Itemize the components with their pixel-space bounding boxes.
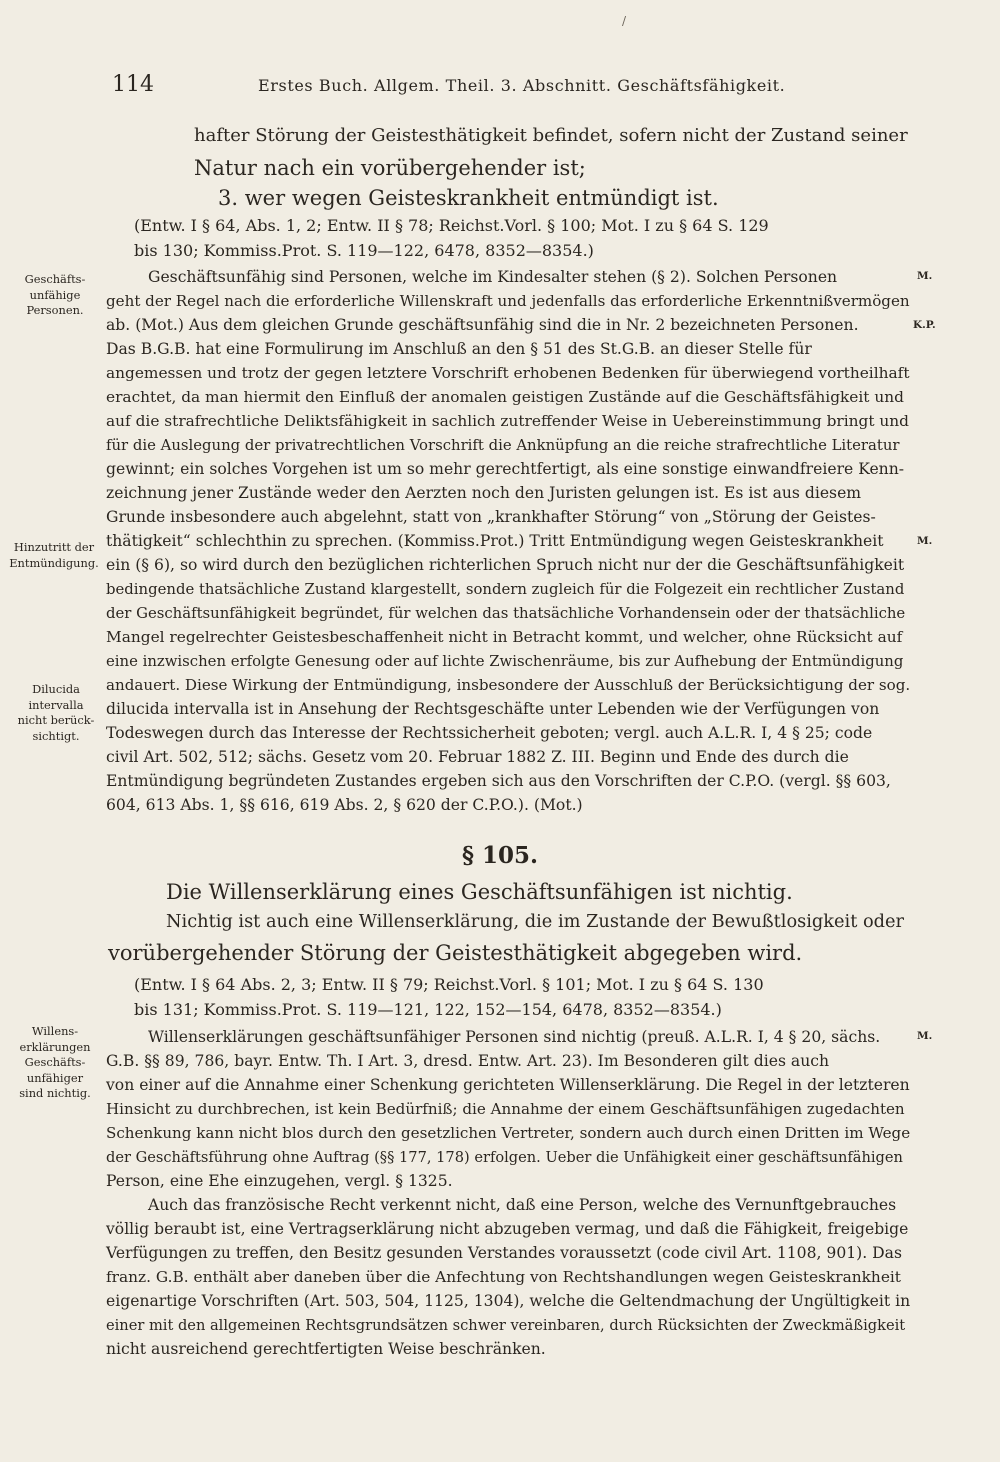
margin-note-line: sichtigt. [32, 728, 80, 743]
commentary-line: civil Art. 502, 512; sächs. Gesetz vom 20. Februar 1882 Z. III. Beginn und Ende des durch die [106, 748, 849, 766]
margin-note-line: unfähige [29, 287, 81, 302]
reference-line: bis 130; Kommiss.Prot. S. 119—122, 6478, 8352—8354.) [134, 241, 594, 260]
margin-note-line: intervalla [28, 697, 84, 712]
commentary-line: angemessen und trotz der gegen letztere Vorschrift erhobenen Bedenken für überwiegend vortheilhaft [106, 364, 910, 382]
commentary-line: der Geschäftsführung ohne Auftrag (§§ 177, 178) erfolgen. Ueber die Unfähigkeit einer geschäftsunfähigen [106, 1149, 903, 1166]
commentary-line: geht der Regel nach die erforderliche Willenskraft und jedenfalls das erforderliche Erkenntnißvermögen [106, 292, 910, 310]
source-mark: M. [917, 1030, 933, 1042]
commentary-line: Hinsicht zu durchbrechen, ist kein Bedürfniß; die Annahme der einem Geschäftsunfähigen zugedachten [106, 1100, 905, 1118]
running-title: Erstes Buch. Allgem. Theil. 3. Abschnitt. Geschäftsfähigkeit. [258, 76, 786, 95]
commentary-line: bedingende thatsächliche Zustand klargestellt, sondern zugleich für die Folgezeit ein rechtlicher Zustand [106, 580, 905, 598]
commentary-line: ein (§ 6), so wird durch den bezüglichen richterlichen Spruch nicht nur der die Geschäftsunfähigkeit [106, 556, 905, 574]
commentary-line: gewinnt; ein solches Vorgehen ist um so mehr gerechtfertigt, als eine sonstige einwandfreiere Kenn- [106, 460, 905, 478]
margin-note-line: nicht berück- [17, 713, 95, 727]
reference-line: (Entw. I § 64, Abs. 1, 2; Entw. II § 78; Reichst.Vorl. § 100; Mot. I zu § 64 S. 129 [134, 216, 769, 235]
section-heading: § 105. [461, 842, 539, 869]
source-mark: M. [917, 535, 933, 547]
commentary-line: erachtet, da man hiermit den Einfluß der anomalen geistigen Zustände auf die Geschäftsfähigkeit und [106, 388, 904, 406]
margin-note-line: sind nichtig. [19, 1086, 91, 1100]
commentary-line: auf die strafrechtliche Deliktsfähigkeit in sachlich zutreffender Weise in Uebereinstimmung bringt und [106, 412, 909, 430]
commentary-line: eine inzwischen erfolgte Genesung oder auf lichte Zwischenräume, bis zur Aufhebung der Entmündigung [106, 652, 904, 670]
commentary-line: Person, eine Ehe einzugehen, vergl. § 1325. [106, 1172, 453, 1190]
commentary-line: Verfügungen zu treffen, den Besitz gesunden Verstandes voraussetzt (code civil Art. 1108, 901). Das [106, 1244, 902, 1262]
margin-note-dilucida [14, 682, 98, 744]
commentary-line: Schenkung kann nicht blos durch den gesetzlichen Vertreter, sondern auch durch einen Dritten im Wege [106, 1124, 911, 1142]
margin-note-line: Willens- [31, 1024, 79, 1038]
commentary-line: thätigkeit“ schlechthin zu sprechen. (Kommiss.Prot.) Tritt Entmündigung wegen Geisteskrankheit [106, 532, 884, 550]
margin-note-line: erklärungen [19, 1039, 91, 1054]
margin-note-line: unfähiger [26, 1070, 84, 1085]
statute-line: 3. wer wegen Geisteskrankheit entmündigt ist. [218, 186, 719, 210]
commentary-line: ab. (Mot.) Aus dem gleichen Grunde geschäftsunfähig sind die in Nr. 2 bezeichneten Personen. [106, 316, 859, 334]
commentary-line: 604, 613 Abs. 1, §§ 616, 619 Abs. 2, § 620 der C.P.O.). (Mot.) [106, 796, 583, 814]
commentary-line: Das B.G.B. hat eine Formulirung im Anschluß an den § 51 des St.G.B. an dieser Stelle für [106, 340, 812, 358]
statute-line: Nichtig ist auch eine Willenserklärung, die im Zustande der Bewußtlosigkeit oder [166, 912, 905, 932]
statute-line: hafter Störung der Geistesthätigkeit befindet, sofern nicht der Zustand seiner [194, 125, 908, 146]
page-number: 114 [112, 72, 154, 97]
margin-note-line: Personen. [26, 303, 84, 317]
margin-note-hinzutritt [4, 540, 104, 571]
commentary-line: Auch das französische Recht verkennt nicht, daß eine Person, welche des Vernunftgebrauches [148, 1196, 897, 1214]
source-mark: M. [917, 270, 933, 282]
commentary-line: Willenserklärungen geschäftsunfähiger Personen sind nichtig (preuß. A.L.R. I, 4 § 20, sächs. [148, 1028, 881, 1046]
commentary-line: Grunde insbesondere auch abgelehnt, statt von „krankhafter Störung“ von „Störung der Geistes- [106, 508, 876, 526]
commentary-line: Mangel regelrechter Geistesbeschaffenheit nicht in Betracht kommt, und welcher, ohne Rücksicht auf [106, 628, 903, 646]
margin-note-line: Entmündigung. [9, 555, 99, 570]
stray-ink-mark: / [622, 14, 627, 28]
commentary-line: Entmündigung begründeten Zustandes ergeben sich aus den Vorschriften der C.P.O. (vergl. §§ 603, [106, 772, 891, 790]
statute-line: Natur nach ein vorübergehender ist; [194, 156, 586, 180]
running-header [0, 72, 1000, 104]
reference-line: bis 131; Kommiss.Prot. S. 119—121, 122, 152—154, 6478, 8352—8354.) [134, 1000, 722, 1019]
margin-note-willenserklaerungen [8, 1024, 102, 1102]
source-mark: K.P. [913, 319, 936, 331]
commentary-line: von einer auf die Annahme einer Schenkung gerichteten Willenserklärung. Die Regel in der letzteren [106, 1076, 910, 1094]
commentary-line: völlig beraubt ist, eine Vertragserklärung nicht abzugeben vermag, und daß die Fähigkeit, freigebige [106, 1220, 909, 1238]
margin-note-line: Geschäfts- [24, 1055, 86, 1069]
margin-note-line: Dilucida [32, 682, 80, 696]
commentary-line: Todeswegen durch das Interesse der Rechtssicherheit geboten; vergl. auch A.L.R. I, 4 § 25; code [106, 724, 873, 742]
commentary-line: dilucida intervalla ist in Ansehung der Rechtsgeschäfte unter Lebenden wie der Verfügungen von [106, 700, 880, 718]
commentary-line: Geschäftsunfähig sind Personen, welche im Kindesalter stehen (§ 2). Solchen Personen [148, 268, 838, 286]
reference-line: (Entw. I § 64 Abs. 2, 3; Entw. II § 79; Reichst.Vorl. § 101; Mot. I zu § 64 S. 130 [134, 975, 764, 994]
commentary-line: eigenartige Vorschriften (Art. 503, 504, 1125, 1304), welche die Geltendmachung der Ungültigkeit in [106, 1292, 911, 1310]
commentary-line: andauert. Diese Wirkung der Entmündigung, insbesondere der Ausschluß der Berücksichtigung der sog. [106, 676, 911, 694]
margin-note-line: Hinzutritt der [13, 540, 95, 554]
commentary-line: für die Auslegung der privatrechtlichen Vorschrift die Anknüpfung an die reiche strafrechtliche Literatur [106, 436, 900, 454]
commentary-line: einer mit den allgemeinen Rechtsgrundsätzen schwer vereinbaren, durch Rücksichten der Zweckmäßigkeit [106, 1317, 906, 1334]
statute-line: vorübergehender Störung der Geistesthätigkeit abgegeben wird. [108, 941, 803, 965]
commentary-line: G.B. §§ 89, 786, bayr. Entw. Th. I Art. 3, dresd. Entw. Art. 23). Im Besonderen gilt dies auch [106, 1052, 830, 1070]
commentary-line: franz. G.B. enthält aber daneben über die Anfechtung von Rechtshandlungen wegen Geisteskrankheit [106, 1268, 901, 1286]
statute-line: Die Willenserklärung eines Geschäftsunfähigen ist nichtig. [166, 880, 793, 904]
commentary-line: zeichnung jener Zustände weder den Aerzten noch den Juristen gelungen ist. Es ist aus diesem [106, 484, 862, 502]
margin-note-line: Geschäfts- [24, 272, 86, 286]
margin-note-geschaeftsunfaehige [12, 272, 98, 319]
commentary-line: der Geschäftsunfähigkeit begründet, für welchen das thatsächliche Vorhandensein oder der thatsächliche [106, 604, 906, 622]
commentary-line: nicht ausreichend gerechtfertigten Weise beschränken. [106, 1340, 546, 1358]
